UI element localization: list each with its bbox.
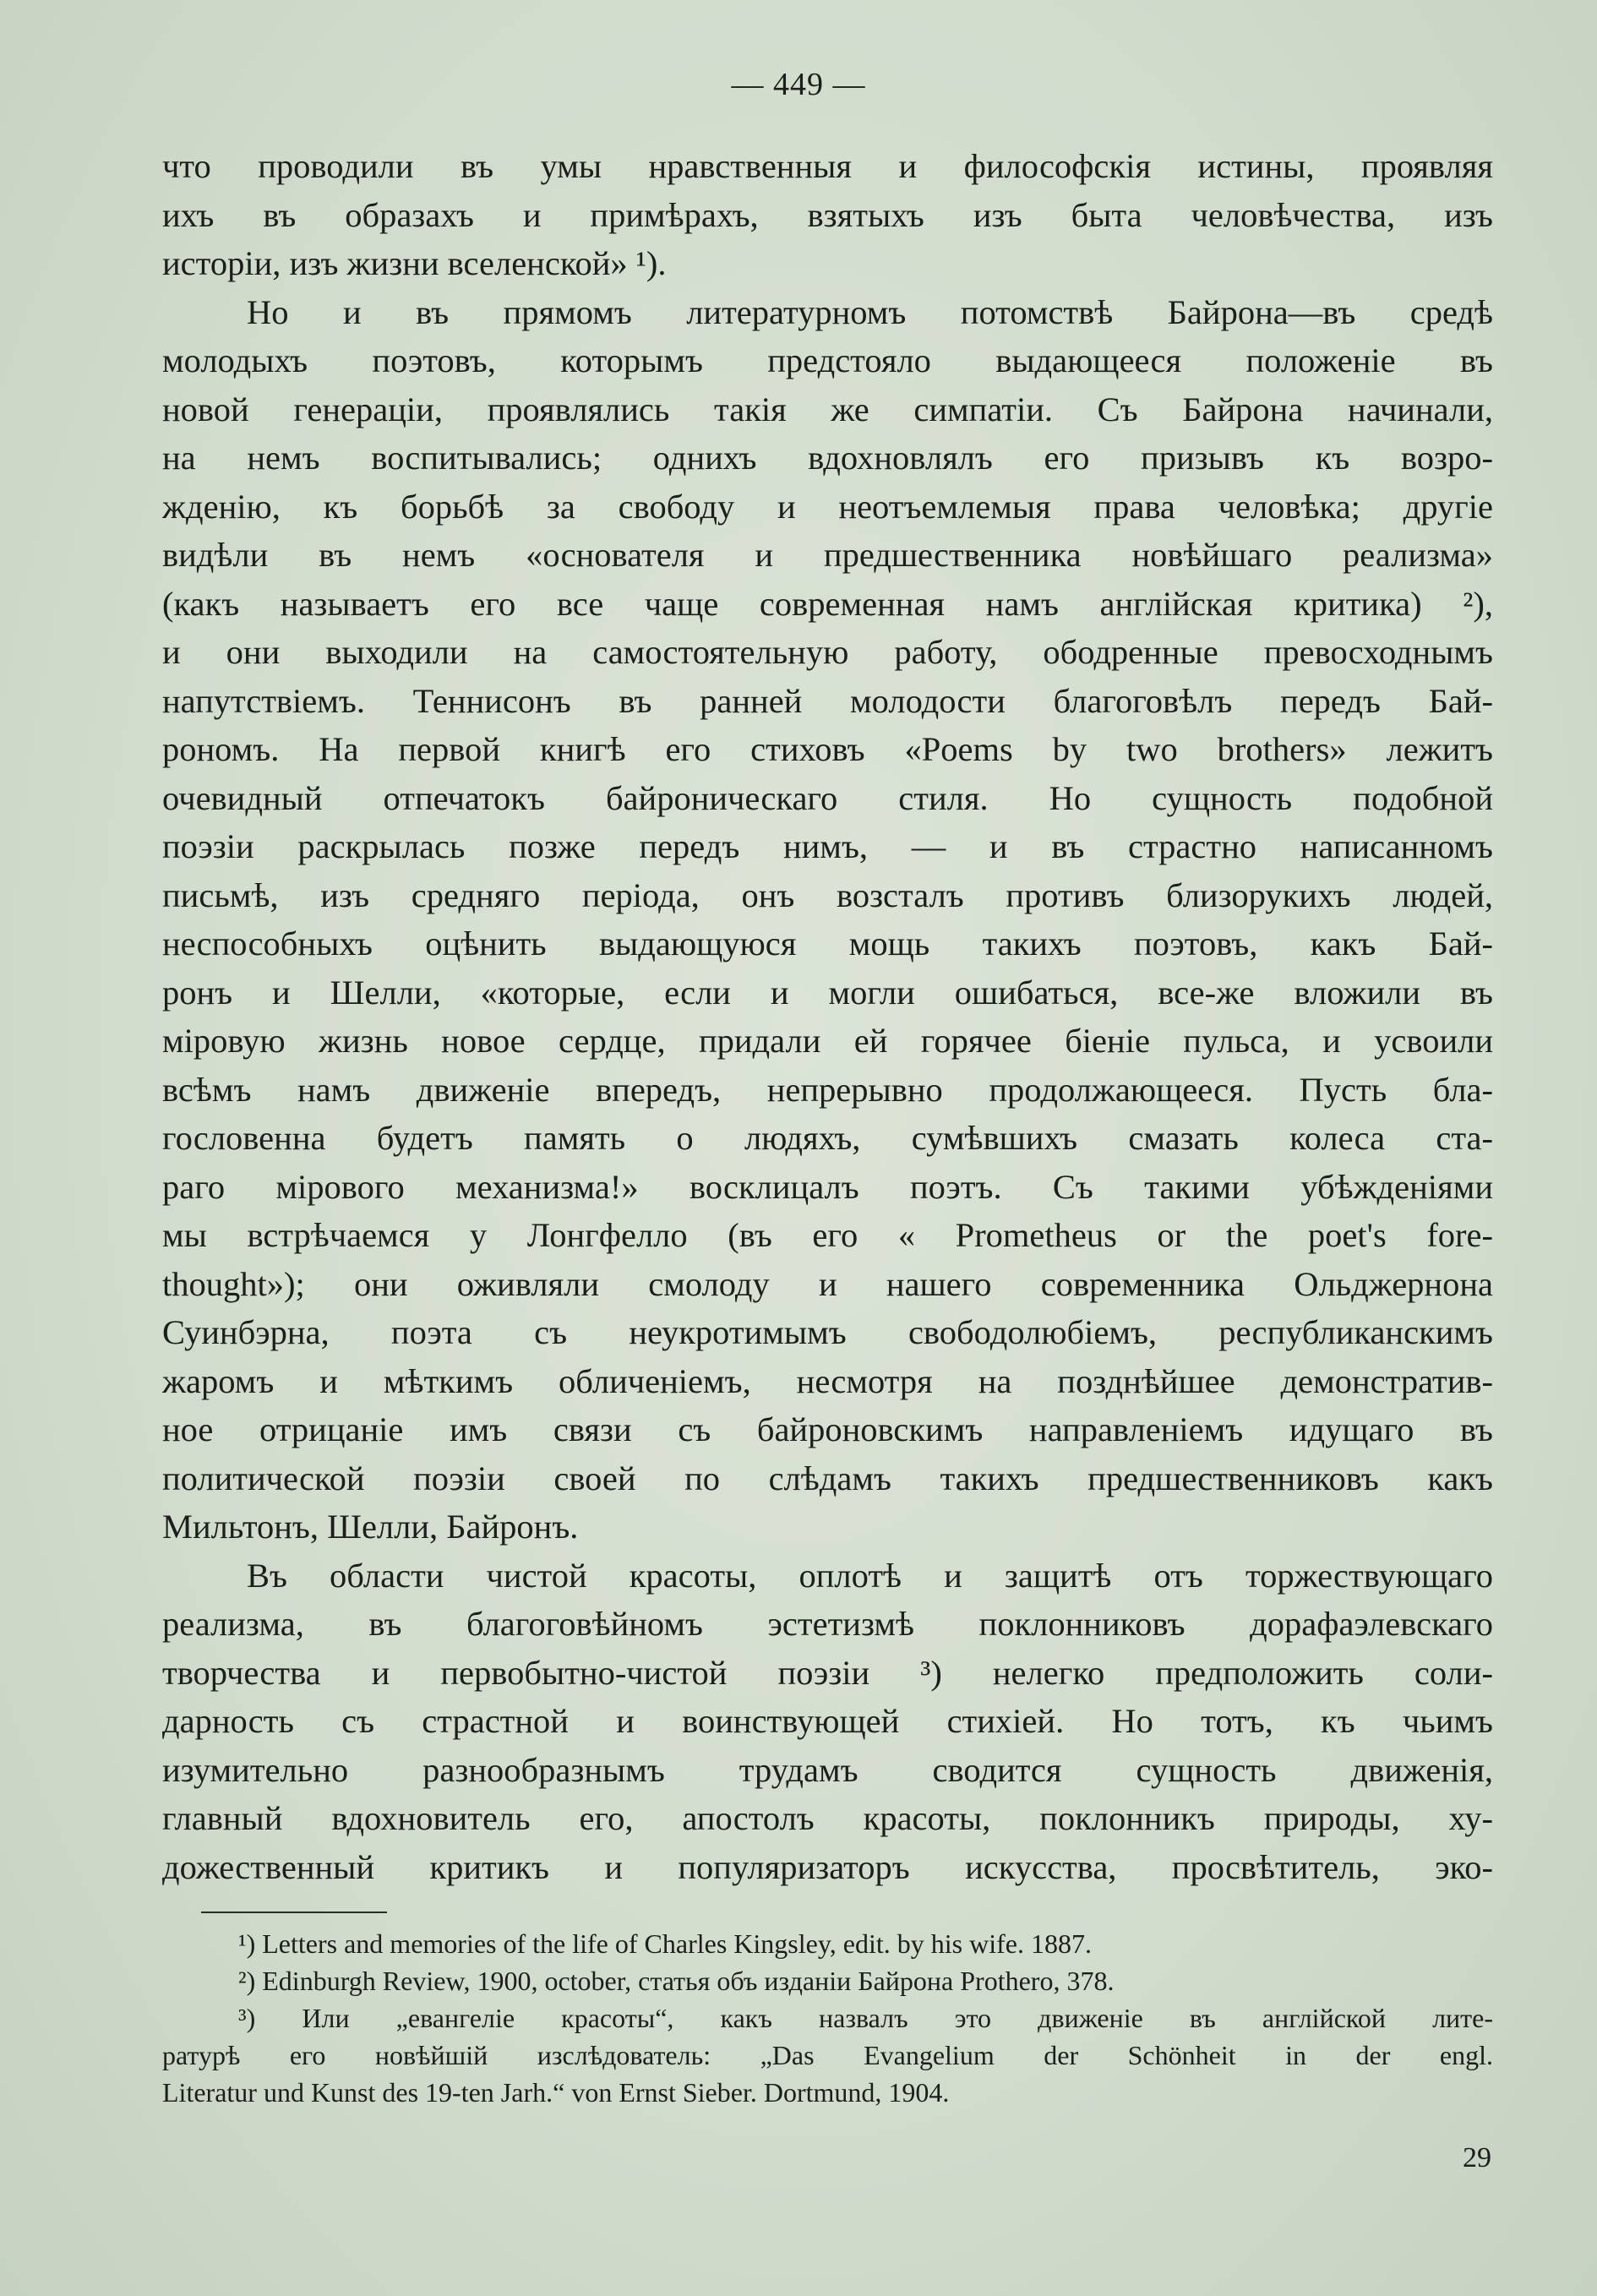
text-line: поэзіи раскрылась позже передъ нимъ, — и въ страстно написанномъ	[162, 827, 1493, 865]
text-line: политической поэзіи своей по слѣдамъ такихъ предшественниковъ какъ	[162, 1459, 1493, 1497]
text-line: напутствіемъ. Теннисонъ въ ранней молодости благоговѣлъ передъ Бай-	[162, 681, 1493, 720]
text-line: на немъ воспитывались; однихъ вдохновлялъ его призывъ къ возро-	[162, 439, 1493, 477]
text-line: (какъ называетъ его все чаще современная намъ англійская критика) ²),	[162, 584, 1493, 623]
text-line: ронъ и Шелли, «которые, если и могли ошибаться, все-же вложили въ	[162, 973, 1493, 1012]
text-line: мы встрѣчаемся у Лонгфелло (въ его « Prometheus or the poet's fore-	[162, 1216, 1493, 1254]
footnote-divider	[201, 1912, 387, 1913]
text-line: ное отрицаніе имъ связи съ байроновскимъ направленіемъ идущаго въ	[162, 1410, 1493, 1448]
text-line: всѣмъ намъ движеніе впередъ, непрерывно продолжающееся. Пусть бла-	[162, 1070, 1493, 1109]
text-line: дожественный критикъ и популяризаторъ искусства, просвѣтитель, эко-	[162, 1847, 1493, 1886]
text-line: thought»); они оживляли смолоду и нашего современника Ольджернона	[162, 1264, 1493, 1303]
signature-mark: 29	[1463, 2142, 1491, 2173]
text-line: неспособныхъ оцѣнить выдающуюся мощь такихъ поэтовъ, какъ Бай-	[162, 924, 1493, 963]
text-line: жденію, къ борьбѣ за свободу и неотъемлемыя права человѣка; другіе	[162, 487, 1493, 526]
text-line: гословенна будетъ память о людяхъ, сумѣвшихъ смазать колеса ста-	[162, 1119, 1493, 1157]
text-line: Мильтонъ, Шелли, Байронъ.	[162, 1508, 579, 1546]
text-line: Суинбэрна, поэта съ неукротимымъ свободолюбіемъ, республиканскимъ	[162, 1313, 1493, 1351]
text-line: изумительно разнообразнымъ трудамъ сводится сущность движенія,	[162, 1750, 1493, 1789]
text-line: рономъ. На первой книгѣ его стиховъ «Poems by two brothers» лежитъ	[162, 730, 1493, 768]
footnote-line: ¹) Letters and memories of the life of Charles Kingsley, edit. by his wife. 1887.	[238, 1928, 1092, 1959]
text-line: что проводили въ умы нравственныя и философскія истины, проявляя	[162, 147, 1493, 185]
text-line: и они выходили на самостоятельную работу, ободренные превосходнымъ	[162, 633, 1493, 671]
text-line: исторіи, изъ жизни вселенской» ¹).	[162, 244, 667, 282]
text-line: міровую жизнь новое сердце, придали ей горячее біеніе пульса, и усвоили	[162, 1022, 1493, 1060]
text-line: новой генераціи, проявлялись такія же симпатіи. Съ Байрона начинали,	[162, 390, 1493, 428]
body-text	[162, 142, 1493, 1891]
text-line: ихъ въ образахъ и примѣрахъ, взятыхъ изъ быта человѣчества, изъ	[162, 195, 1493, 234]
footnote-line: Literatur und Kunst des 19-ten Jarh.“ von Ernst Sieber. Dortmund, 1904.	[162, 2077, 950, 2108]
footnote-line: ³) Или „евангеліе красоты“, какъ назвалъ это движеніе въ англійской лите-	[238, 2003, 1493, 2033]
text-line: письмѣ, изъ средняго періода, онъ возсталъ противъ близорукихъ людей,	[162, 875, 1493, 914]
text-line: видѣли въ немъ «основателя и предшественника новѣйшаго реализма»	[162, 536, 1493, 574]
page-number: — 449 —	[731, 67, 866, 102]
text-line: дарность съ страстной и воинствующей стихіей. Но тотъ, къ чьимъ	[162, 1702, 1493, 1740]
text-line: Но и въ прямомъ литературномъ потомствѣ Байрона—въ средѣ	[247, 292, 1493, 331]
text-line: молодыхъ поэтовъ, которымъ предстояло выдающееся положеніе въ	[162, 341, 1493, 379]
text-line: раго мірового механизма!» восклицалъ поэтъ. Съ такими убѣжденіями	[162, 1167, 1493, 1206]
text-line: жаромъ и мѣткимъ обличеніемъ, несмотря на позднѣйшее демонстратив-	[162, 1361, 1493, 1400]
text-line: главный вдохновитель его, апостолъ красоты, поклонникъ природы, ху-	[162, 1799, 1493, 1837]
footnotes	[162, 1925, 1493, 2111]
text-line: очевидный отпечатокъ байроническаго стиля. Но сущность подобной	[162, 778, 1493, 817]
footnote-line: ратурѣ его новѣйшій изслѣдователь: „Das Evangelium der Schönheit in der engl.	[162, 2040, 1493, 2070]
footnote-line: ²) Edinburgh Review, 1900, october, статья объ изданіи Байрона Prothero, 378.	[238, 1966, 1115, 1996]
text-line: реализма, въ благоговѣйномъ эстетизмѣ поклонниковъ дорафаэлевскаго	[162, 1605, 1493, 1643]
text-line: творчества и первобытно-чистой поэзіи ³) нелегко предположить соли-	[162, 1653, 1493, 1692]
text-line: Въ области чистой красоты, оплотѣ и защитѣ отъ торжествующаго	[247, 1556, 1493, 1595]
